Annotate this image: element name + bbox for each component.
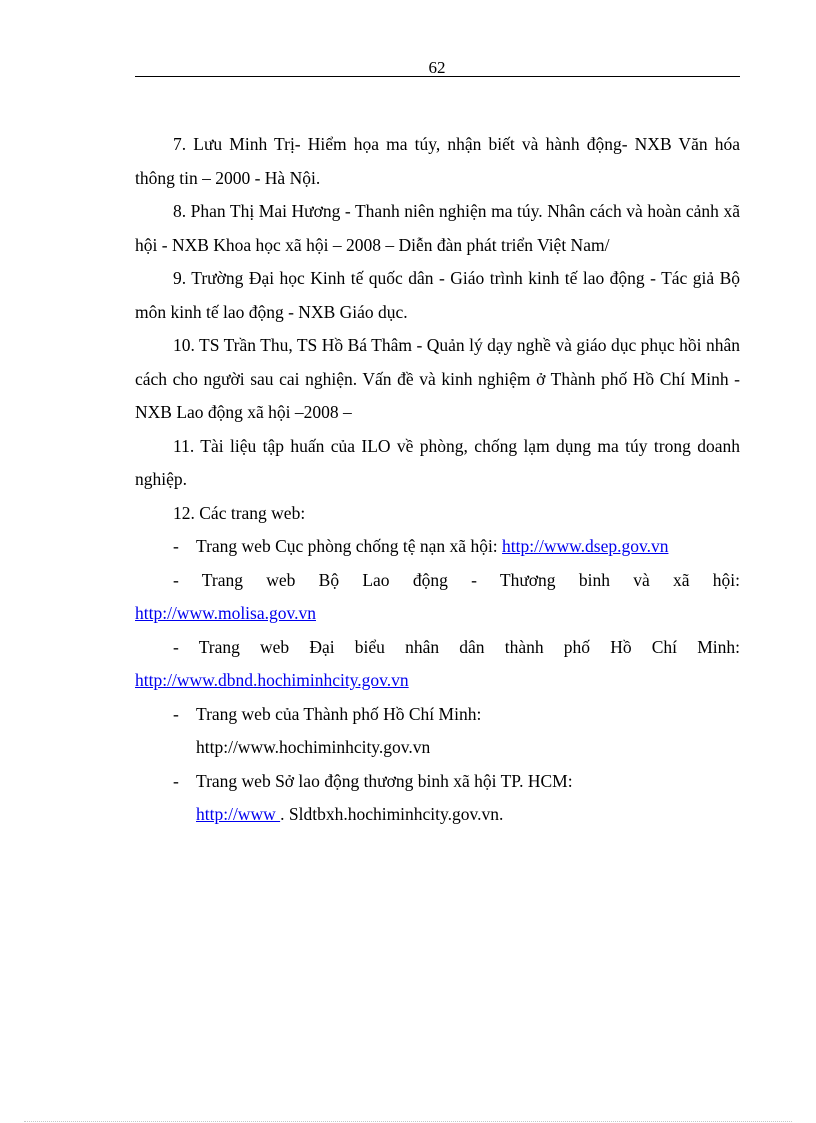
reference-item-7: 7. Lưu Minh Trị- Hiểm họa ma túy, nhận biết và hành động- NXB Văn hóa thông tin – 2000 - Hà Nội. <box>135 134 740 188</box>
website-label: Trang web Bộ Lao động - Thương binh và xã hội: <box>201 569 741 590</box>
bullet-dash: - <box>173 536 179 556</box>
website-link-sldtbxh[interactable]: http://www <box>196 804 281 824</box>
website-item-2-url-line <box>135 597 740 631</box>
website-item-3 <box>135 631 740 665</box>
website-item-4-url: http://www.hochiminhcity.gov.vn <box>196 737 431 757</box>
website-url-rest: . Sldtbxh.hochiminhcity.gov.vn. <box>280 804 504 824</box>
website-label: Trang web của Thành phố Hồ Chí Minh: <box>196 703 482 724</box>
bullet-dash: - <box>173 636 179 657</box>
reference-item-9: 9. Trường Đại học Kinh tế quốc dân - Giáo trình kinh tế lao động - Tác giả Bộ môn kinh tế lao động - NXB Giáo dục. <box>135 268 740 322</box>
website-label: Trang web Đại biểu nhân dân thành phố Hồ Chí Minh: <box>198 636 740 657</box>
website-item-1 <box>135 530 740 564</box>
reference-item-10: 10. TS Trần Thu, TS Hồ Bá Thâm - Quản lý dạy nghề và giáo dục phục hồi nhân cách cho người sau cai nghiện. Vấn đề và kinh nghiệm ở Thành phố Hồ Chí Minh - NXB Lao động xã hội –2008 – <box>135 335 740 422</box>
reference-item-8: 8. Phan Thị Mai Hương - Thanh niên nghiện ma túy. Nhân cách và hoàn cảnh xã hội - NXB Khoa học xã hội – 2008 – Diễn đàn phát triển Việt Nam/ <box>135 201 740 255</box>
website-link-molisa[interactable]: http://www.molisa.gov.vn <box>135 603 316 623</box>
website-label: Trang web Cục phòng chống tệ nạn xã hội: <box>196 536 503 556</box>
page-number: 62 <box>428 58 446 77</box>
reference-item-11: 11. Tài liệu tập huấn của ILO về phòng, chống lạm dụng ma túy trong doanh nghiệp. <box>135 435 740 489</box>
website-item-4 <box>135 698 740 732</box>
bullet-dash: - <box>173 703 179 724</box>
bullet-dash: - <box>173 569 179 590</box>
website-link-dsep[interactable]: http://www.dsep.gov.vn <box>502 536 669 556</box>
bullet-dash: - <box>173 770 179 791</box>
header-rule <box>135 76 740 77</box>
website-link-dbnd[interactable]: http://www.dbnd.hochiminhcity.gov.vn <box>135 670 409 690</box>
website-item-5-url-line <box>135 798 740 832</box>
reference-list <box>135 128 740 832</box>
website-item-5 <box>135 765 740 799</box>
website-label: Trang web Sở lao động thương binh xã hội TP. HCM: <box>196 770 573 791</box>
website-item-2 <box>135 564 740 598</box>
reference-item-12: 12. Các trang web: <box>173 502 306 523</box>
page-bottom-edge <box>24 1121 792 1122</box>
website-item-3-url-line <box>135 664 740 698</box>
